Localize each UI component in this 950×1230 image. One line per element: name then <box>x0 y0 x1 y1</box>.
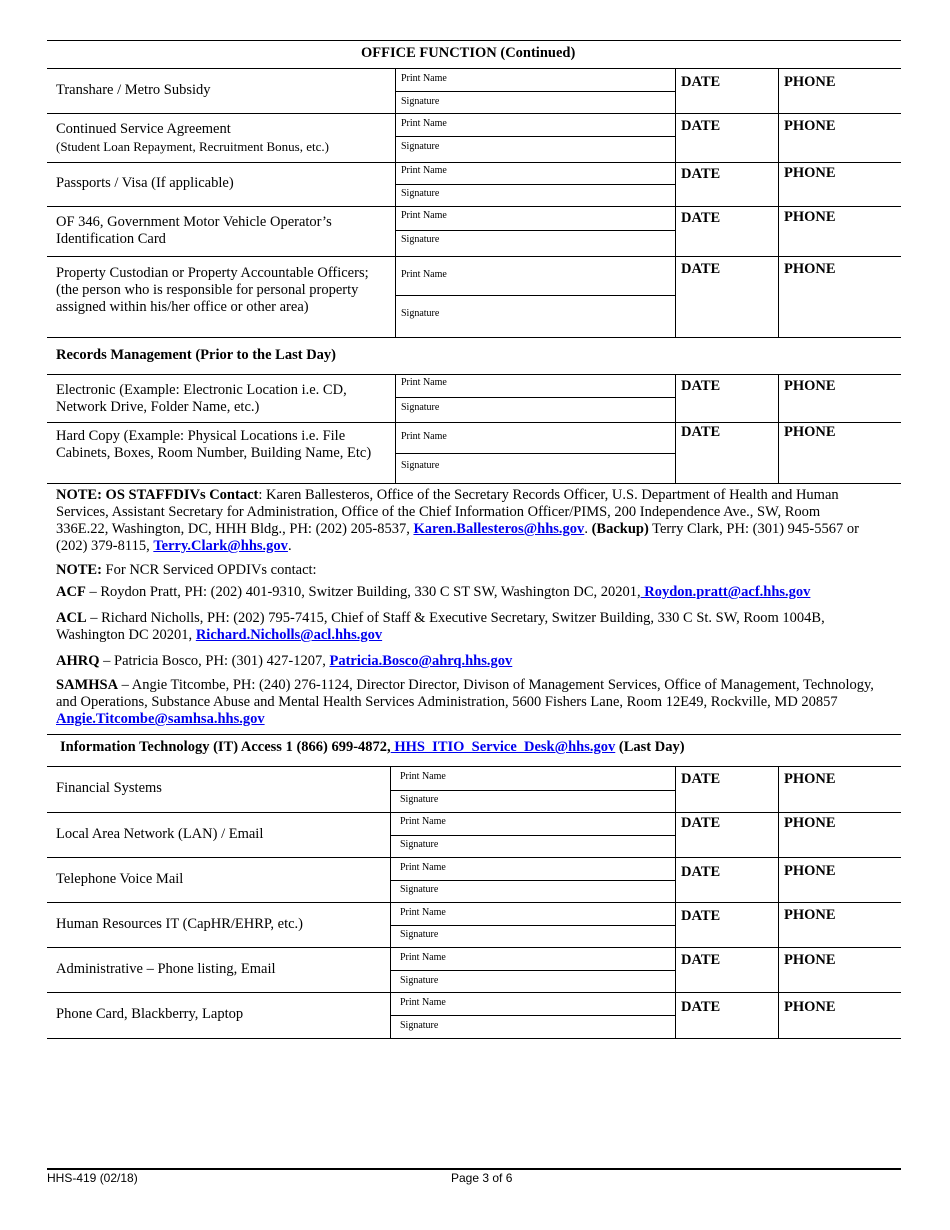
phone-label: PHONE <box>784 771 836 787</box>
print-name-label: Print Name <box>401 269 447 280</box>
page-number: Page 3 of 6 <box>451 1171 513 1185</box>
note-staffdivs: NOTE: OS STAFFDIVs Contact: Karen Ballesteros, Office of the Secretary Records Officer, U.S. Department of Health and Human Services, Assistant Secretary for Administration, Office of the Chief Information Officer/PIMS, 200 Independence Ave., SW, Room 336E.22, Washington, DC, HHH Bldg., PH: (202) 205-8537, Karen.Ballesteros@hhs.gov. (Backup) Terry Clark, PH: (301) 945-5567 or (202) 379-8115, Terry.Clark@hhs.gov. <box>56 487 859 554</box>
signature-label: Signature <box>400 794 439 805</box>
date-label: DATE <box>681 74 721 90</box>
it-title-suffix: (Last Day) <box>615 739 685 755</box>
signature-label: Signature <box>401 308 440 319</box>
note-ahrq <box>56 653 876 670</box>
office-row-property-custodian: Property Custodian or Property Accountable Officers; (the person who is responsible for personal property assigned within his/her office or other area) <box>56 265 369 315</box>
records-section-title: Records Management (Prior to the Last Day) <box>56 347 337 363</box>
it-row-voice-mail: Telephone Voice Mail <box>56 871 184 887</box>
acl-email-link[interactable]: Richard.Nicholls@acl.hhs.gov <box>195 627 383 643</box>
it-row-administrative: Administrative – Phone listing, Email <box>56 961 276 977</box>
it-service-desk-link[interactable]: HHS_ITIO_Service_Desk@hhs.gov <box>390 739 616 755</box>
date-label: DATE <box>681 118 721 134</box>
note-ncr <box>56 562 876 579</box>
phone-label: PHONE <box>784 907 836 923</box>
print-name-label: Print Name <box>401 210 447 221</box>
backup-label: (Backup) <box>591 521 649 537</box>
print-name-label: Print Name <box>401 118 447 129</box>
acf-text: – Roydon Pratt, PH: (202) 401-9310, Switzer Building, 330 C ST SW, Washington DC, 20201, <box>85 584 641 600</box>
date-label: DATE <box>681 908 721 924</box>
signature-label: Signature <box>401 188 440 199</box>
terry-email-link[interactable]: Terry.Clark@hhs.gov <box>153 538 288 554</box>
samhsa-text: – Angie Titcombe, PH: (240) 276-1124, Director Director, Divison of Management Services, Office of Management, Technology, and Operations, Substance Abuse and Mental Health Services Administration, 5600 Fishers Lane, Room 12E49, Rockville, MD 20857 <box>56 677 874 710</box>
phone-label: PHONE <box>784 424 836 440</box>
form-number: HHS-419 (02/18) <box>47 1171 138 1185</box>
print-name-label: Print Name <box>400 997 446 1008</box>
note-acf <box>56 584 876 601</box>
acf-heading: ACF <box>56 584 86 600</box>
date-label: DATE <box>681 378 721 394</box>
signature-label: Signature <box>400 929 439 940</box>
signature-label: Signature <box>401 96 440 107</box>
phone-label: PHONE <box>784 209 836 225</box>
date-label: DATE <box>681 864 721 880</box>
samhsa-heading: SAMHSA <box>56 677 119 693</box>
print-name-label: Print Name <box>400 862 446 873</box>
acl-text: – Richard Nicholls, PH: (202) 795-7415, Chief of Staff & Executive Secretary, Switzer Building, 330 C St. SW, Room 1004B, Washington DC 20201, <box>56 610 825 643</box>
signature-label: Signature <box>401 460 440 471</box>
records-row-hard-copy: Hard Copy (Example: Physical Locations i.e. File Cabinets, Boxes, Room Number, Building Name, Etc) <box>56 428 372 461</box>
signature-label: Signature <box>400 884 439 895</box>
print-name-label: Print Name <box>401 431 447 442</box>
it-row-lan-email: Local Area Network (LAN) / Email <box>56 826 264 842</box>
print-name-label: Print Name <box>401 377 447 388</box>
print-name-label: Print Name <box>400 952 446 963</box>
it-title-text: Information Technology (IT) Access 1 (866) 699-4872, <box>60 739 391 755</box>
phone-label: PHONE <box>784 74 836 90</box>
signature-label: Signature <box>400 975 439 986</box>
signature-label: Signature <box>400 839 439 850</box>
ahrq-email-link[interactable]: Patricia.Bosco@ahrq.hhs.gov <box>329 653 513 669</box>
date-label: DATE <box>681 952 721 968</box>
phone-label: PHONE <box>784 165 836 181</box>
it-row-hr-it: Human Resources IT (CapHR/EHRP, etc.) <box>56 916 303 932</box>
print-name-label: Print Name <box>400 907 446 918</box>
office-row-continued-service <box>56 121 386 156</box>
print-name-label: Print Name <box>401 165 447 176</box>
phone-label: PHONE <box>784 863 836 879</box>
acf-email-link[interactable]: Roydon.pratt@acf.hhs.gov <box>640 584 811 600</box>
note-ncr-text: For NCR Serviced OPDIVs contact: <box>101 562 317 578</box>
acl-heading: ACL <box>56 610 87 626</box>
ahrq-text: – Patricia Bosco, PH: (301) 427-1207, <box>99 653 330 669</box>
phone-label: PHONE <box>784 261 836 277</box>
phone-label: PHONE <box>784 378 836 394</box>
it-section-title <box>60 739 685 756</box>
date-label: DATE <box>681 261 721 277</box>
print-name-label: Print Name <box>401 73 447 84</box>
signature-label: Signature <box>401 141 440 152</box>
note-staffdivs-heading: NOTE: OS STAFFDIVs Contact <box>56 487 259 503</box>
signature-label: Signature <box>401 234 440 245</box>
office-row-passports: Passports / Visa (If applicable) <box>56 175 234 191</box>
print-name-label: Print Name <box>400 771 446 782</box>
date-label: DATE <box>681 771 721 787</box>
backup-text: Terry Clark, PH: (301) 945-5567 or (202) 379-8115, <box>56 521 859 554</box>
samhsa-email-link[interactable]: Angie.Titcombe@samhsa.hhs.gov <box>56 711 265 727</box>
ahrq-heading: AHRQ <box>56 653 100 669</box>
date-label: DATE <box>681 210 721 226</box>
date-label: DATE <box>681 424 721 440</box>
date-label: DATE <box>681 999 721 1015</box>
office-section-title: OFFICE FUNCTION (Continued) <box>361 45 576 61</box>
phone-label: PHONE <box>784 118 836 134</box>
date-label: DATE <box>681 166 721 182</box>
phone-label: PHONE <box>784 952 836 968</box>
print-name-label: Print Name <box>400 816 446 827</box>
signature-label: Signature <box>400 1020 439 1031</box>
records-row-electronic: Electronic (Example: Electronic Location i.e. CD, Network Drive, Folder Name, etc.) <box>56 382 347 415</box>
phone-label: PHONE <box>784 999 836 1015</box>
note-ncr-heading: NOTE: <box>56 562 102 578</box>
phone-label: PHONE <box>784 815 836 831</box>
note-samhsa <box>56 677 876 728</box>
office-row-of346: OF 346, Government Motor Vehicle Operator’s Identification Card <box>56 214 332 247</box>
continued-service-sub: (Student Loan Repayment, Recruitment Bonus, etc.) <box>56 139 329 154</box>
signature-label: Signature <box>401 402 440 413</box>
continued-service-label: Continued Service Agreement <box>56 121 231 137</box>
note-staffdivs-text: : Karen Ballesteros, Office of the Secretary Records Officer, U.S. Department of Health and Human Services, Assistant Secretary for Administration, Office of the Chief Information Officer/PIMS, 200 Independence Ave., SW, Room 336E.22, Washington, DC, HHH Bldg., PH: (202) 205-8537, <box>56 487 839 537</box>
it-row-phone-card: Phone Card, Blackberry, Laptop <box>56 1006 244 1022</box>
date-label: DATE <box>681 815 721 831</box>
office-row-transhare: Transhare / Metro Subsidy <box>56 82 211 98</box>
karen-email-link[interactable]: Karen.Ballesteros@hhs.gov <box>413 521 585 537</box>
it-row-financial: Financial Systems <box>56 780 162 796</box>
note-acl <box>56 610 876 644</box>
